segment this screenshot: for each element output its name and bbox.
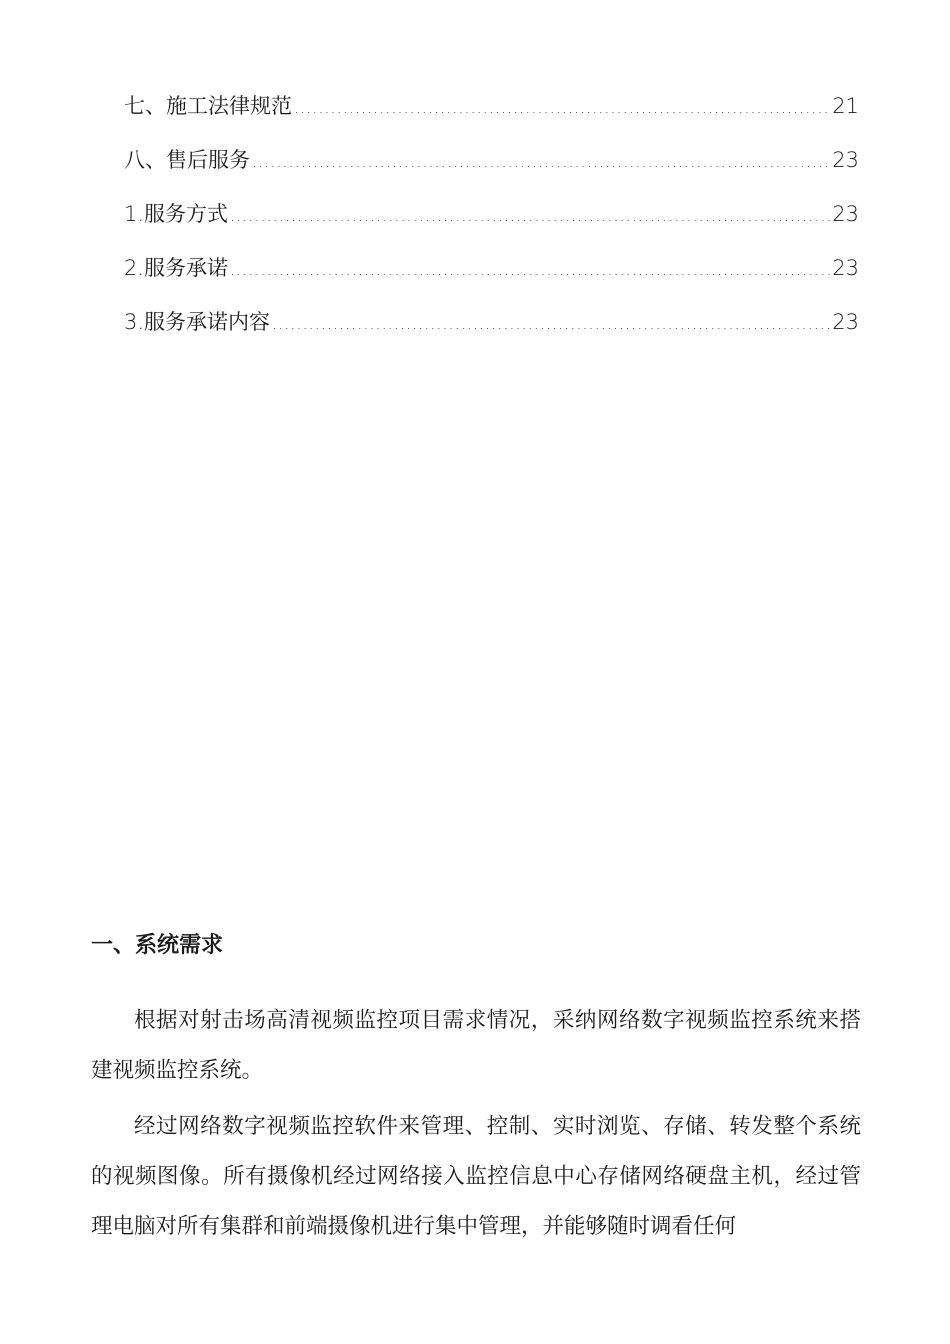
toc-page-number: 23 — [832, 256, 859, 280]
toc-entry-label: 七、施工法律规范 — [124, 94, 292, 118]
body-paragraph: 根据对射击场高清视频监控项目需求情况，采纳网络数字视频监控系统来搭建视频监控系统。 — [91, 1008, 861, 1083]
toc-entry-service-commitment[interactable] — [124, 250, 859, 304]
toc-entry-label: 3.服务承诺内容 — [124, 310, 271, 334]
body-paragraph: 经过网络数字视频监控软件来管理、控制、实时浏览、存储、转发整个系统的视频图像。所有摄像机经过网络接入监控信息中心存储网络硬盘主机，经过管理电脑对所有集群和前端摄像机进行集中管理，并能够随时调看任何 — [91, 1114, 861, 1239]
toc-entry-label: 2.服务承诺 — [124, 256, 229, 280]
toc-page-number: 21 — [832, 94, 859, 118]
toc-entry-label: 1.服务方式 — [124, 202, 229, 226]
toc-entry-commitment-content[interactable] — [124, 304, 859, 358]
section-body — [91, 996, 861, 1258]
toc-dot-leader — [252, 144, 830, 180]
toc-page-number: 23 — [832, 310, 859, 334]
table-of-contents — [124, 88, 859, 358]
section-heading: 一、系统需求 — [91, 933, 224, 958]
toc-entry-service-method[interactable] — [124, 196, 859, 250]
toc-page-number: 23 — [832, 202, 859, 226]
toc-entry-construction-law[interactable] — [124, 88, 859, 142]
toc-page-number: 23 — [832, 148, 859, 172]
toc-entry-after-sales[interactable] — [124, 142, 859, 196]
toc-dot-leader — [230, 252, 830, 288]
toc-dot-leader — [272, 306, 830, 342]
toc-dot-leader — [230, 198, 830, 234]
toc-dot-leader — [294, 90, 830, 126]
toc-entry-label: 八、售后服务 — [124, 148, 250, 172]
